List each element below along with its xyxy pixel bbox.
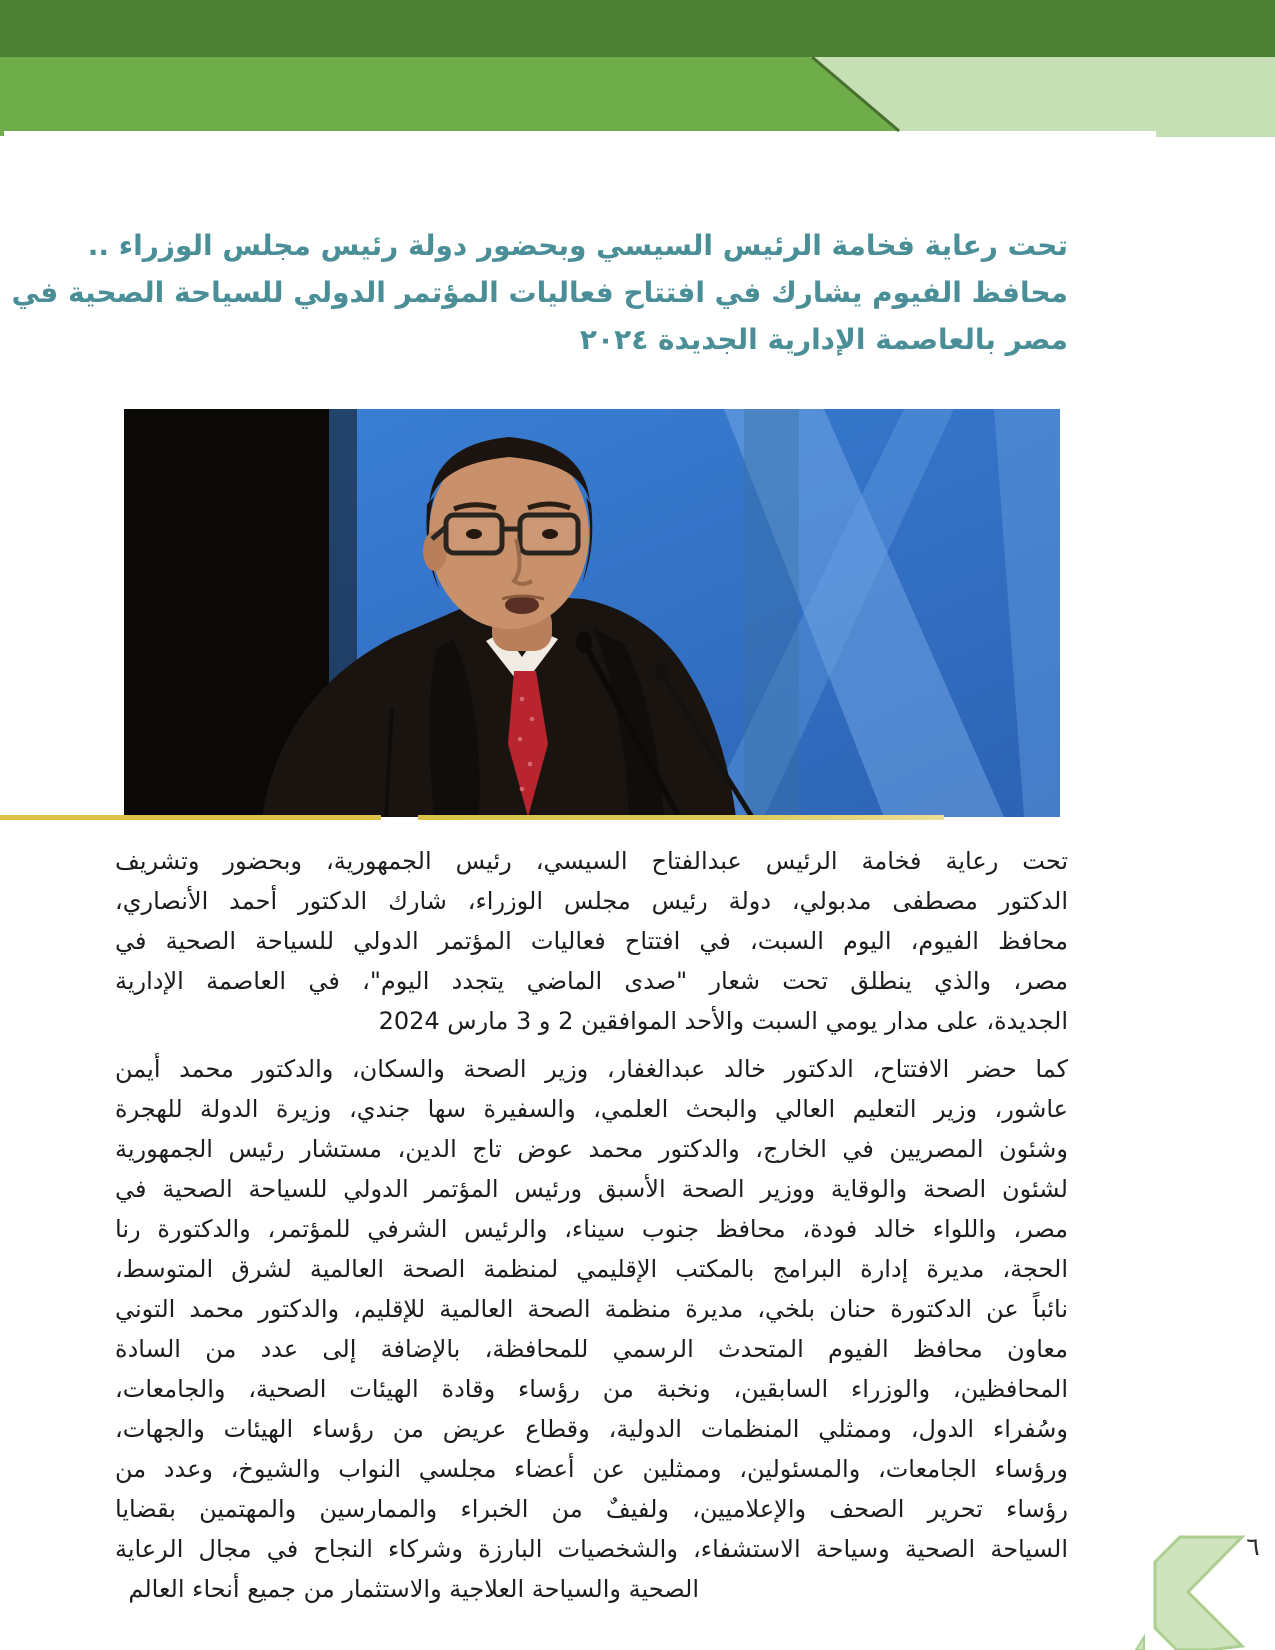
paragraph2-line: عاشور، وزير التعليم العالي والبحث العلمي، والسفيرة سها جندي، وزيرة الدولة للهجرة bbox=[115, 1095, 1068, 1123]
paragraph1-line: تحت رعاية فخامة الرئيس عبدالفتاح السيسي، رئيس الجمهورية، وبحضور وتشريف bbox=[115, 847, 1068, 875]
header-left-sliver bbox=[0, 131, 4, 136]
paragraph2-line: مصر، واللواء خالد فودة، محافظ جنوب سيناء، والرئيس الشرفي للمؤتمر، والدكتورة رنا bbox=[115, 1215, 1068, 1243]
corner-chevron-icon bbox=[1128, 1530, 1275, 1650]
article-headline bbox=[11, 222, 1068, 363]
header-band-light-step bbox=[1156, 57, 1275, 137]
paragraph1-line: الدكتور مصطفى مدبولي، دولة رئيس مجلس الوزراء، شارك الدكتور أحمد الأنصاري، bbox=[115, 887, 1068, 915]
headline-line-1: تحت رعاية فخامة الرئيس السيسي وبحضور دولة رئيس مجلس الوزراء .. bbox=[87, 229, 1068, 262]
body-paragraph-1 bbox=[115, 841, 1068, 1041]
paragraph2-line: نائباً عن الدكتورة حنان بلخي، مديرة منظمة الصحة العالمية للإقليم، والدكتور محمد التوني bbox=[115, 1295, 1068, 1323]
paragraph2-line: لشئون الصحة والوقاية ووزير الصحة الأسبق ورئيس المؤتمر الدولي للسياحة الصحية في bbox=[115, 1175, 1068, 1203]
header-decoration bbox=[0, 0, 1275, 140]
photo-separator-line-right bbox=[418, 815, 944, 820]
paragraph2-line: معاون محافظ الفيوم المتحدث الرسمي للمحافظة، بالإضافة إلى عدد من السادة bbox=[115, 1335, 1068, 1363]
headline-line-3: مصر بالعاصمة الإدارية الجديدة ٢٠٢٤ bbox=[579, 323, 1068, 356]
paragraph2-line: الحجة، مديرة إدارة البرامج بالمكتب الإقليمي لمنظمة الصحة العالمية لشرق المتوسط، bbox=[115, 1255, 1068, 1283]
header-band-dark bbox=[0, 0, 1275, 57]
paragraph2-line: كما حضر الافتتاح، الدكتور خالد عبدالغفار، وزير الصحة والسكان، والدكتور محمد أيمن bbox=[115, 1055, 1068, 1083]
paragraph1-line: مصر، والذي ينطلق تحت شعار "صدى الماضي يتجدد اليوم"، في العاصمة الإدارية bbox=[115, 967, 1068, 995]
photo-teal-band bbox=[744, 409, 799, 817]
chevron-shape bbox=[1155, 1537, 1242, 1650]
paragraph2-line: وسُفراء الدول، وممثلي المنظمات الدولية، وقطاع عريض من رؤساء الهيئات والجهات، bbox=[115, 1415, 1068, 1443]
page-number: ٦ bbox=[1246, 1532, 1260, 1561]
paragraph2-line: ورؤساء الجامعات، والمسئولين، وممثلين عن أعضاء مجلسي النواب والشيوخ، وعدد من bbox=[115, 1455, 1068, 1483]
body-paragraph-2 bbox=[115, 1049, 1068, 1609]
paragraph1-line: محافظ الفيوم، اليوم السبت، في افتتاح فعاليات المؤتمر الدولي للسياحة الصحية في bbox=[115, 927, 1068, 955]
article-photo bbox=[124, 409, 1060, 817]
paragraph2-line: السياحة الصحية وسياحة الاستشفاء، والشخصيات البارزة وشركاء النجاح في مجال الرعاية bbox=[115, 1535, 1068, 1563]
header-band-medium bbox=[0, 57, 897, 131]
photo-speaker-mouth bbox=[505, 596, 539, 614]
paragraph2-line: رؤساء تحرير الصحف والإعلاميين، ولفيفٌ من الخبراء والممارسين والمهتمين بقضايا bbox=[115, 1495, 1068, 1523]
photo-separator-line-left bbox=[0, 815, 381, 820]
headline-line-2: محافظ الفيوم يشارك في افتتاح فعاليات المؤتمر الدولي للسياحة الصحية في bbox=[11, 276, 1068, 309]
chevron-sliver bbox=[1136, 1637, 1144, 1650]
paragraph2-line: المحافظين، والوزراء السابقين، ونخبة من رؤساء وقادة الهيئات الصحية، والجامعات، bbox=[115, 1375, 1068, 1403]
paragraph2-line: الصحية والسياحة العلاجية والاستثمار من جميع أنحاء العالم bbox=[128, 1575, 699, 1603]
paragraph1-line: الجديدة، على مدار يومي السبت والأحد الموافقين 2 و 3 مارس 2024 bbox=[378, 1007, 1068, 1035]
paragraph2-line: وشئون المصريين في الخارج، والدكتور محمد عوض تاج الدين، مستشار رئيس الجمهورية bbox=[115, 1135, 1068, 1163]
